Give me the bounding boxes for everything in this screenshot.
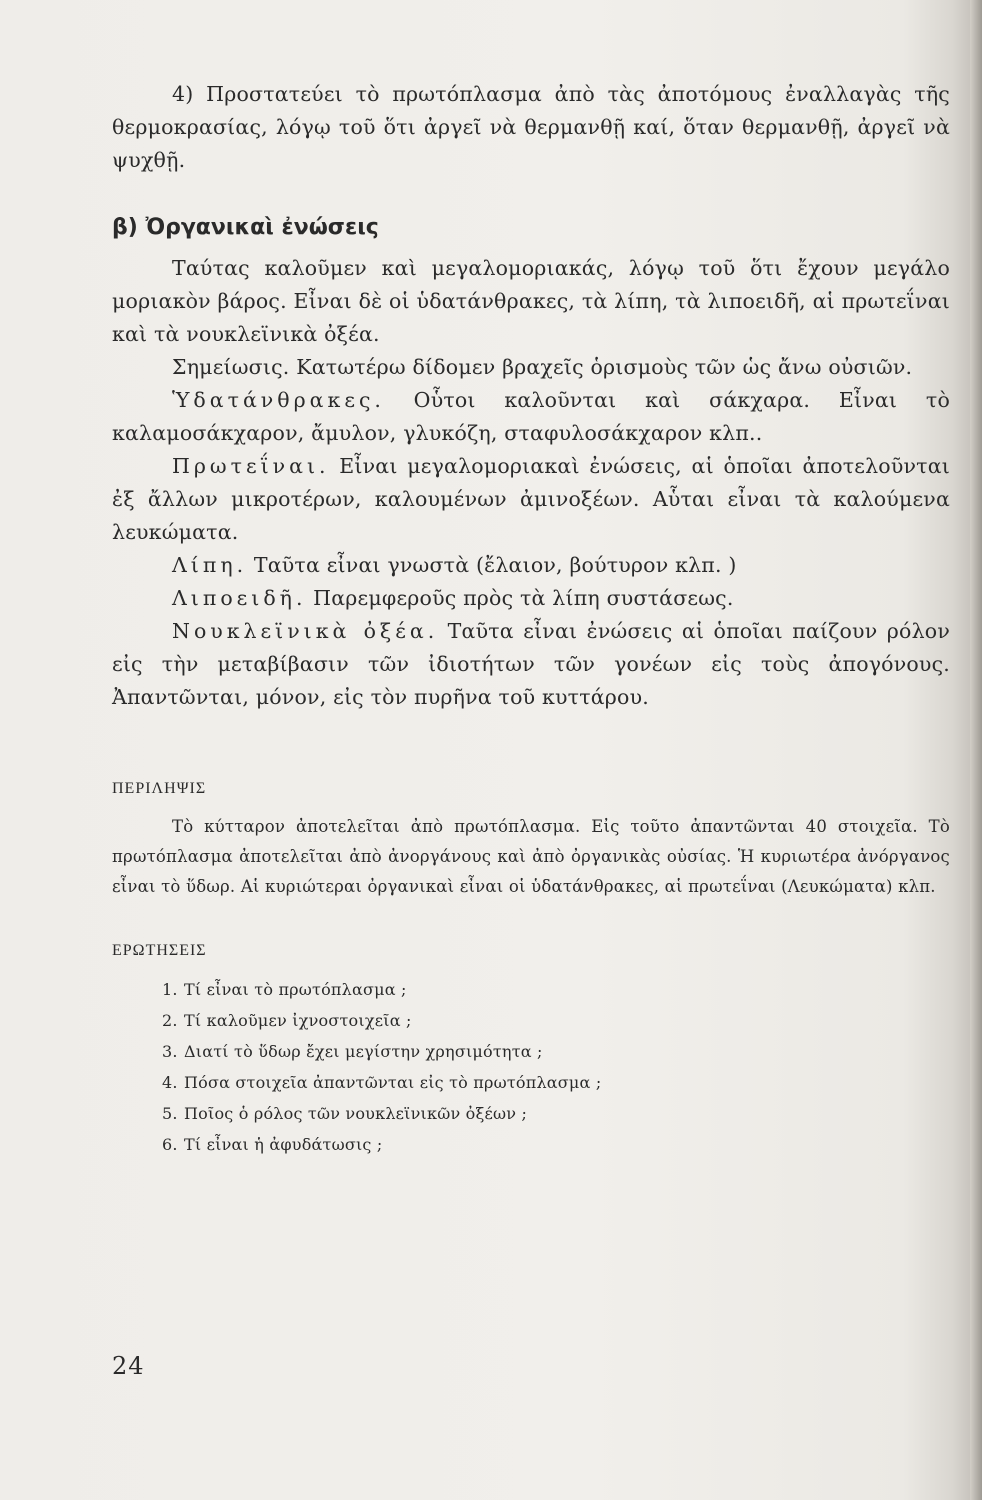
book-spine-shadow [970, 0, 982, 1500]
term-nucleic-acids: Νουκλεϊνικὰ ὀξέα. [172, 619, 439, 643]
definition-text: Οὗτοι καλοῦνται καὶ σάκχαρα. Εἶναι τὸ καλαμοσάκχαρον, ἄμυλον, γλυκόζη, σταφυλοσάκχαρον κλπ.. [112, 388, 950, 445]
term-lipoids: Λιποειδῆ. [172, 586, 307, 610]
definition-nucleic-acids [112, 615, 950, 714]
section-heading-organic: β) Ὀργανικαὶ ἐνώσεις [112, 215, 379, 240]
summary-text: Τὸ κύτταρον ἀποτελεῖται ἀπὸ πρωτόπλασμα. Εἰς τοῦτο ἀπαντῶνται 40 στοιχεῖα. Τὸ πρωτόπλασμα ἀποτελεῖται ἀπὸ ἀνοργάνους καὶ ἀπὸ ὀργανικὰς οὐσίας. Ἡ κυριωτέρα ἀνόργανος εἶναι τὸ ὕδωρ. Αἱ κυριώτεραι ὀργανικαὶ εἶναι οἱ ὑδατάνθρακες, αἱ πρωτεΐναι (Λευκώματα) κλπ. [112, 817, 950, 896]
list-item: 6. Τί εἶναι ἡ ἀφυδάτωσις ; [162, 1135, 383, 1154]
definition-text: Ταῦτα εἶναι γνωστὰ (ἔλαιον, βούτυρον κλπ. ) [247, 553, 737, 577]
term-proteins: Πρωτεΐναι. [172, 454, 330, 478]
definition-text: Εἶναι μεγαλομοριακαὶ ἐνώσεις, αἱ ὁποῖαι ἀποτελοῦνται ἐξ ἄλλων μικροτέρων, καλουμένων ἀμινοξέων. Αὗται εἶναι τὰ καλούμενα λευκώματα. [112, 454, 950, 544]
questions-title: ΕΡΩΤΗΣΕΙΣ [112, 942, 207, 959]
list-item: 2. Τί καλοῦμεν ἰχνοστοιχεῖα ; [162, 1011, 412, 1030]
definition-lipoids [112, 582, 950, 615]
page-number: 24 [112, 1352, 145, 1380]
term-fats: Λίπη. [172, 553, 248, 577]
definition-text: Ταῦτα εἶναι ἐνώσεις αἱ ὁποῖαι παίζουν ρόλον εἰς τὴν μεταβίβασιν τῶν ἰδιοτήτων τῶν γονέων εἰς τοὺς ἀπογόνους. Ἀπαντῶνται, μόνον, εἰς τὸν πυρῆνα τοῦ κυττάρου. [112, 619, 950, 709]
paragraph-note: Σημείωσις. Κατωτέρω δίδομεν βραχεῖς ὁρισμοὺς τῶν ὡς ἄνω οὐσιῶν. [172, 355, 913, 379]
term-carbohydrates: Ὑδατάνθρακες. [172, 388, 385, 412]
summary-title: ΠΕΡΙΛΗΨΙΣ [112, 780, 207, 797]
page-content [112, 78, 950, 1160]
list-item: 4. Πόσα στοιχεῖα ἀπαντῶνται εἰς τὸ πρωτόπλασμα ; [162, 1073, 602, 1092]
definition-carbohydrates [112, 384, 950, 450]
definition-proteins [112, 450, 950, 549]
list-item: 5. Ποῖος ὁ ρόλος τῶν νουκλεϊνικῶν ὀξέων ; [162, 1104, 528, 1123]
paragraph-water-protection: 4) Προστατεύει τὸ πρωτόπλασμα ἀπὸ τὰς ἀποτόμους ἐναλλαγὰς τῆς θερμοκρασίας, λόγῳ τοῦ ὅτι ἀργεῖ νὰ θερμανθῇ καί, ὅταν θερμανθῇ, ἀργεῖ νὰ ψυχθῇ. [112, 82, 950, 172]
list-item: 1. Τί εἶναι τὸ πρωτόπλασμα ; [162, 980, 407, 999]
paragraph-organic-intro: Ταύτας καλοῦμεν καὶ μεγαλομοριακάς, λόγῳ τοῦ ὅτι ἔχουν μεγάλο μοριακὸν βάρος. Εἶναι δὲ οἱ ὑδατάνθρακες, τὰ λίπη, τὰ λιποειδῆ, αἱ πρωτεΐναι καὶ τὰ νουκλεϊνικὰ ὀξέα. [112, 256, 950, 346]
list-item: 3. Διατί τὸ ὕδωρ ἔχει μεγίστην χρησιμότητα ; [162, 1042, 543, 1061]
definition-text: Παρεμφεροῦς πρὸς τὰ λίπη συστάσεως. [306, 586, 734, 610]
definition-fats [112, 549, 950, 582]
questions-list [112, 974, 950, 1160]
